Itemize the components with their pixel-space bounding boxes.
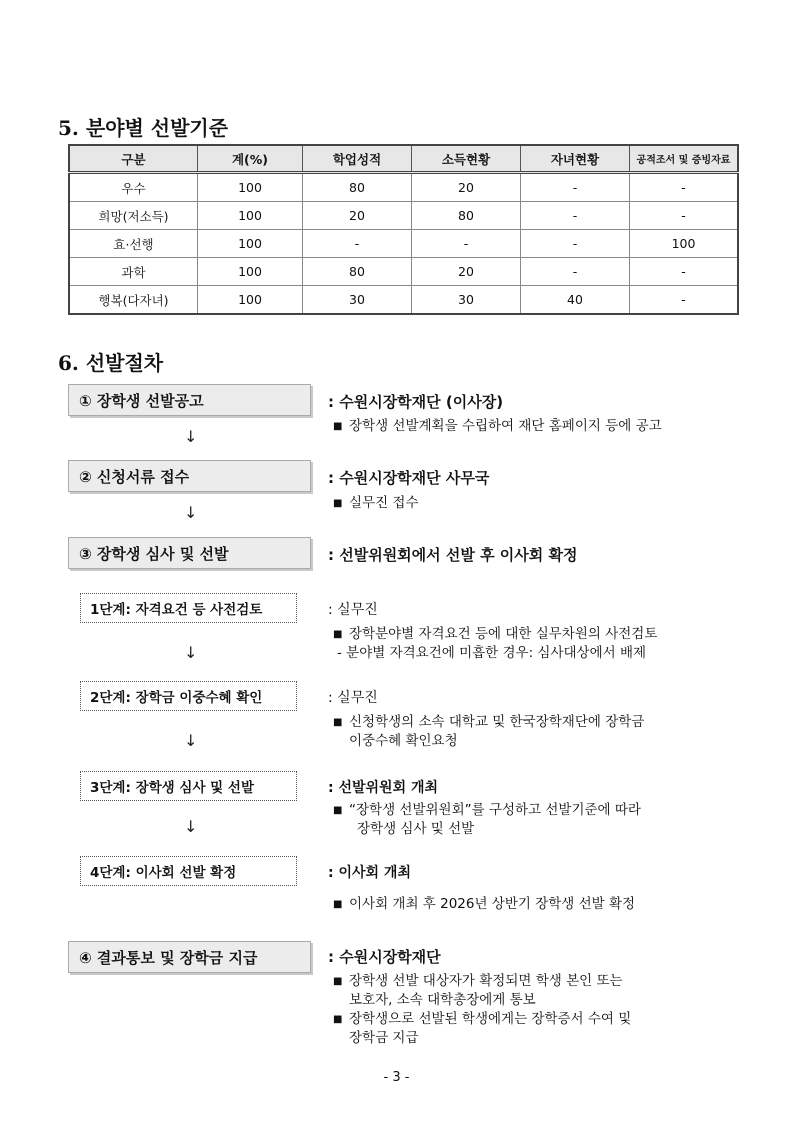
table-cell: 우수	[69, 173, 198, 202]
substep-1-owner: : 실무진	[328, 602, 378, 618]
step-4-desc-line: 장학생 선발 대상자가 확정되면 학생 본인 또는	[349, 973, 623, 989]
table-cell: 20	[303, 202, 412, 230]
bullet-icon: ■	[333, 717, 343, 728]
table-cell: 효·선행	[69, 230, 198, 258]
table-cell: 100	[198, 230, 303, 258]
table-cell: 100	[198, 173, 303, 202]
step-2-desc	[333, 494, 419, 513]
substep-4-box: 4단계: 이사회 선발 확정	[80, 856, 297, 886]
step-3-owner: : 선발위원회에서 선발 후 이사회 확정	[328, 546, 578, 564]
down-arrow-icon: ↓	[184, 731, 198, 750]
table-cell: 40	[521, 286, 630, 315]
bullet-icon: ■	[333, 421, 343, 432]
table-cell: 과학	[69, 258, 198, 286]
bullet-icon: ■	[333, 1014, 343, 1025]
table-cell: -	[630, 173, 739, 202]
table-cell: 100	[630, 230, 739, 258]
table-cell: -	[521, 258, 630, 286]
step-1-desc-line: 장학생 선발계획을 수립하여 재단 홈페이지 등에 공고	[349, 418, 662, 434]
substep-2-owner: : 실무진	[328, 690, 378, 706]
substep-3-box: 3단계: 장학생 심사 및 선발	[80, 771, 297, 801]
page-number: - 3 -	[383, 1070, 410, 1085]
table-cell: -	[303, 230, 412, 258]
substep-1-desc	[333, 625, 657, 663]
table-cell: 100	[198, 258, 303, 286]
header-grades: 학업성적	[303, 145, 412, 173]
table-cell: -	[521, 202, 630, 230]
table-cell: -	[521, 230, 630, 258]
bullet-icon: ■	[333, 976, 343, 987]
down-arrow-icon: ↓	[184, 503, 198, 522]
table-row	[69, 230, 738, 258]
down-arrow-icon: ↓	[184, 817, 198, 836]
step-4-desc-line: 장학생으로 선발된 학생에게는 장학증서 수여 및	[349, 1011, 632, 1027]
substep-3-desc	[333, 801, 641, 839]
substep-4-owner: : 이사회 개최	[328, 865, 411, 881]
bullet-icon: ■	[333, 629, 343, 640]
substep-2-desc-line: 이중수혜 확인요청	[349, 733, 458, 749]
section5-title: 5. 분야별 선발기준	[58, 116, 229, 140]
substep-2-box: 2단계: 장학금 이중수혜 확인	[80, 681, 297, 711]
header-evidence: 공적조서 및 증빙자료	[630, 145, 739, 173]
bullet-icon: ■	[333, 899, 343, 910]
section6-title: 6. 선발절차	[58, 351, 164, 375]
bullet-icon: ■	[333, 805, 343, 816]
header-income: 소득현황	[412, 145, 521, 173]
step-4-desc-line: 장학금 지급	[349, 1030, 419, 1046]
substep-3-desc-line: “장학생 선발위원회”를 구성하고 선발기준에 따라	[349, 802, 641, 818]
table-cell: -	[630, 202, 739, 230]
step-2-owner: : 수원시장학재단 사무국	[328, 469, 490, 487]
substep-1-desc-line: - 분야별 자격요건에 미흡한 경우: 심사대상에서 배제	[337, 645, 647, 661]
down-arrow-icon: ↓	[184, 643, 198, 662]
header-total: 계(%)	[198, 145, 303, 173]
table-cell: -	[630, 286, 739, 315]
step-1-desc	[333, 417, 662, 436]
substep-3-owner: : 선발위원회 개최	[328, 780, 439, 796]
table-row	[69, 286, 738, 315]
step-4-desc	[333, 972, 631, 1048]
table-header-row	[69, 145, 738, 173]
table-row	[69, 202, 738, 230]
table-cell: 100	[198, 202, 303, 230]
table-cell: 100	[198, 286, 303, 315]
step-4-desc-line: 보호자, 소속 대학총장에게 통보	[349, 992, 536, 1008]
table-cell: 30	[412, 286, 521, 315]
substep-2-desc-line: 신청학생의 소속 대학교 및 한국장학재단에 장학금	[349, 714, 645, 730]
table-row	[69, 258, 738, 286]
header-category: 구분	[69, 145, 198, 173]
selection-criteria-table	[68, 144, 739, 315]
substep-1-desc-line: 장학분야별 자격요건 등에 대한 실무차원의 사전검토	[349, 626, 658, 642]
table-cell: 행복(다자녀)	[69, 286, 198, 315]
step-4-owner: : 수원시장학재단	[328, 948, 441, 966]
step-4-box: ④ 결과통보 및 장학금 지급	[68, 941, 311, 973]
step-2-box: ② 신청서류 접수	[68, 460, 311, 492]
table-cell: 30	[303, 286, 412, 315]
bullet-icon: ■	[333, 498, 343, 509]
table-cell: -	[521, 173, 630, 202]
step-1-box: ① 장학생 선발공고	[68, 384, 311, 416]
down-arrow-icon: ↓	[184, 427, 198, 446]
table-cell: 20	[412, 258, 521, 286]
step-2-desc-line: 실무진 접수	[349, 495, 419, 511]
substep-3-desc-line: 장학생 심사 및 선발	[357, 821, 475, 837]
substep-4-desc-line: 이사회 개최 후 2026년 상반기 장학생 선발 확정	[349, 896, 636, 912]
header-children: 자녀현황	[521, 145, 630, 173]
table-cell: 20	[412, 173, 521, 202]
table-row	[69, 173, 738, 202]
table-cell: 80	[412, 202, 521, 230]
table-cell: 80	[303, 258, 412, 286]
step-3-box: ③ 장학생 심사 및 선발	[68, 537, 311, 569]
table-cell: -	[412, 230, 521, 258]
substep-2-desc	[333, 713, 644, 751]
substep-1-box: 1단계: 자격요건 등 사전검토	[80, 593, 297, 623]
substep-4-desc	[333, 895, 635, 914]
step-1-owner: : 수원시장학재단 (이사장)	[328, 393, 504, 411]
table-cell: 희망(저소득)	[69, 202, 198, 230]
table-cell: 80	[303, 173, 412, 202]
table-cell: -	[630, 258, 739, 286]
